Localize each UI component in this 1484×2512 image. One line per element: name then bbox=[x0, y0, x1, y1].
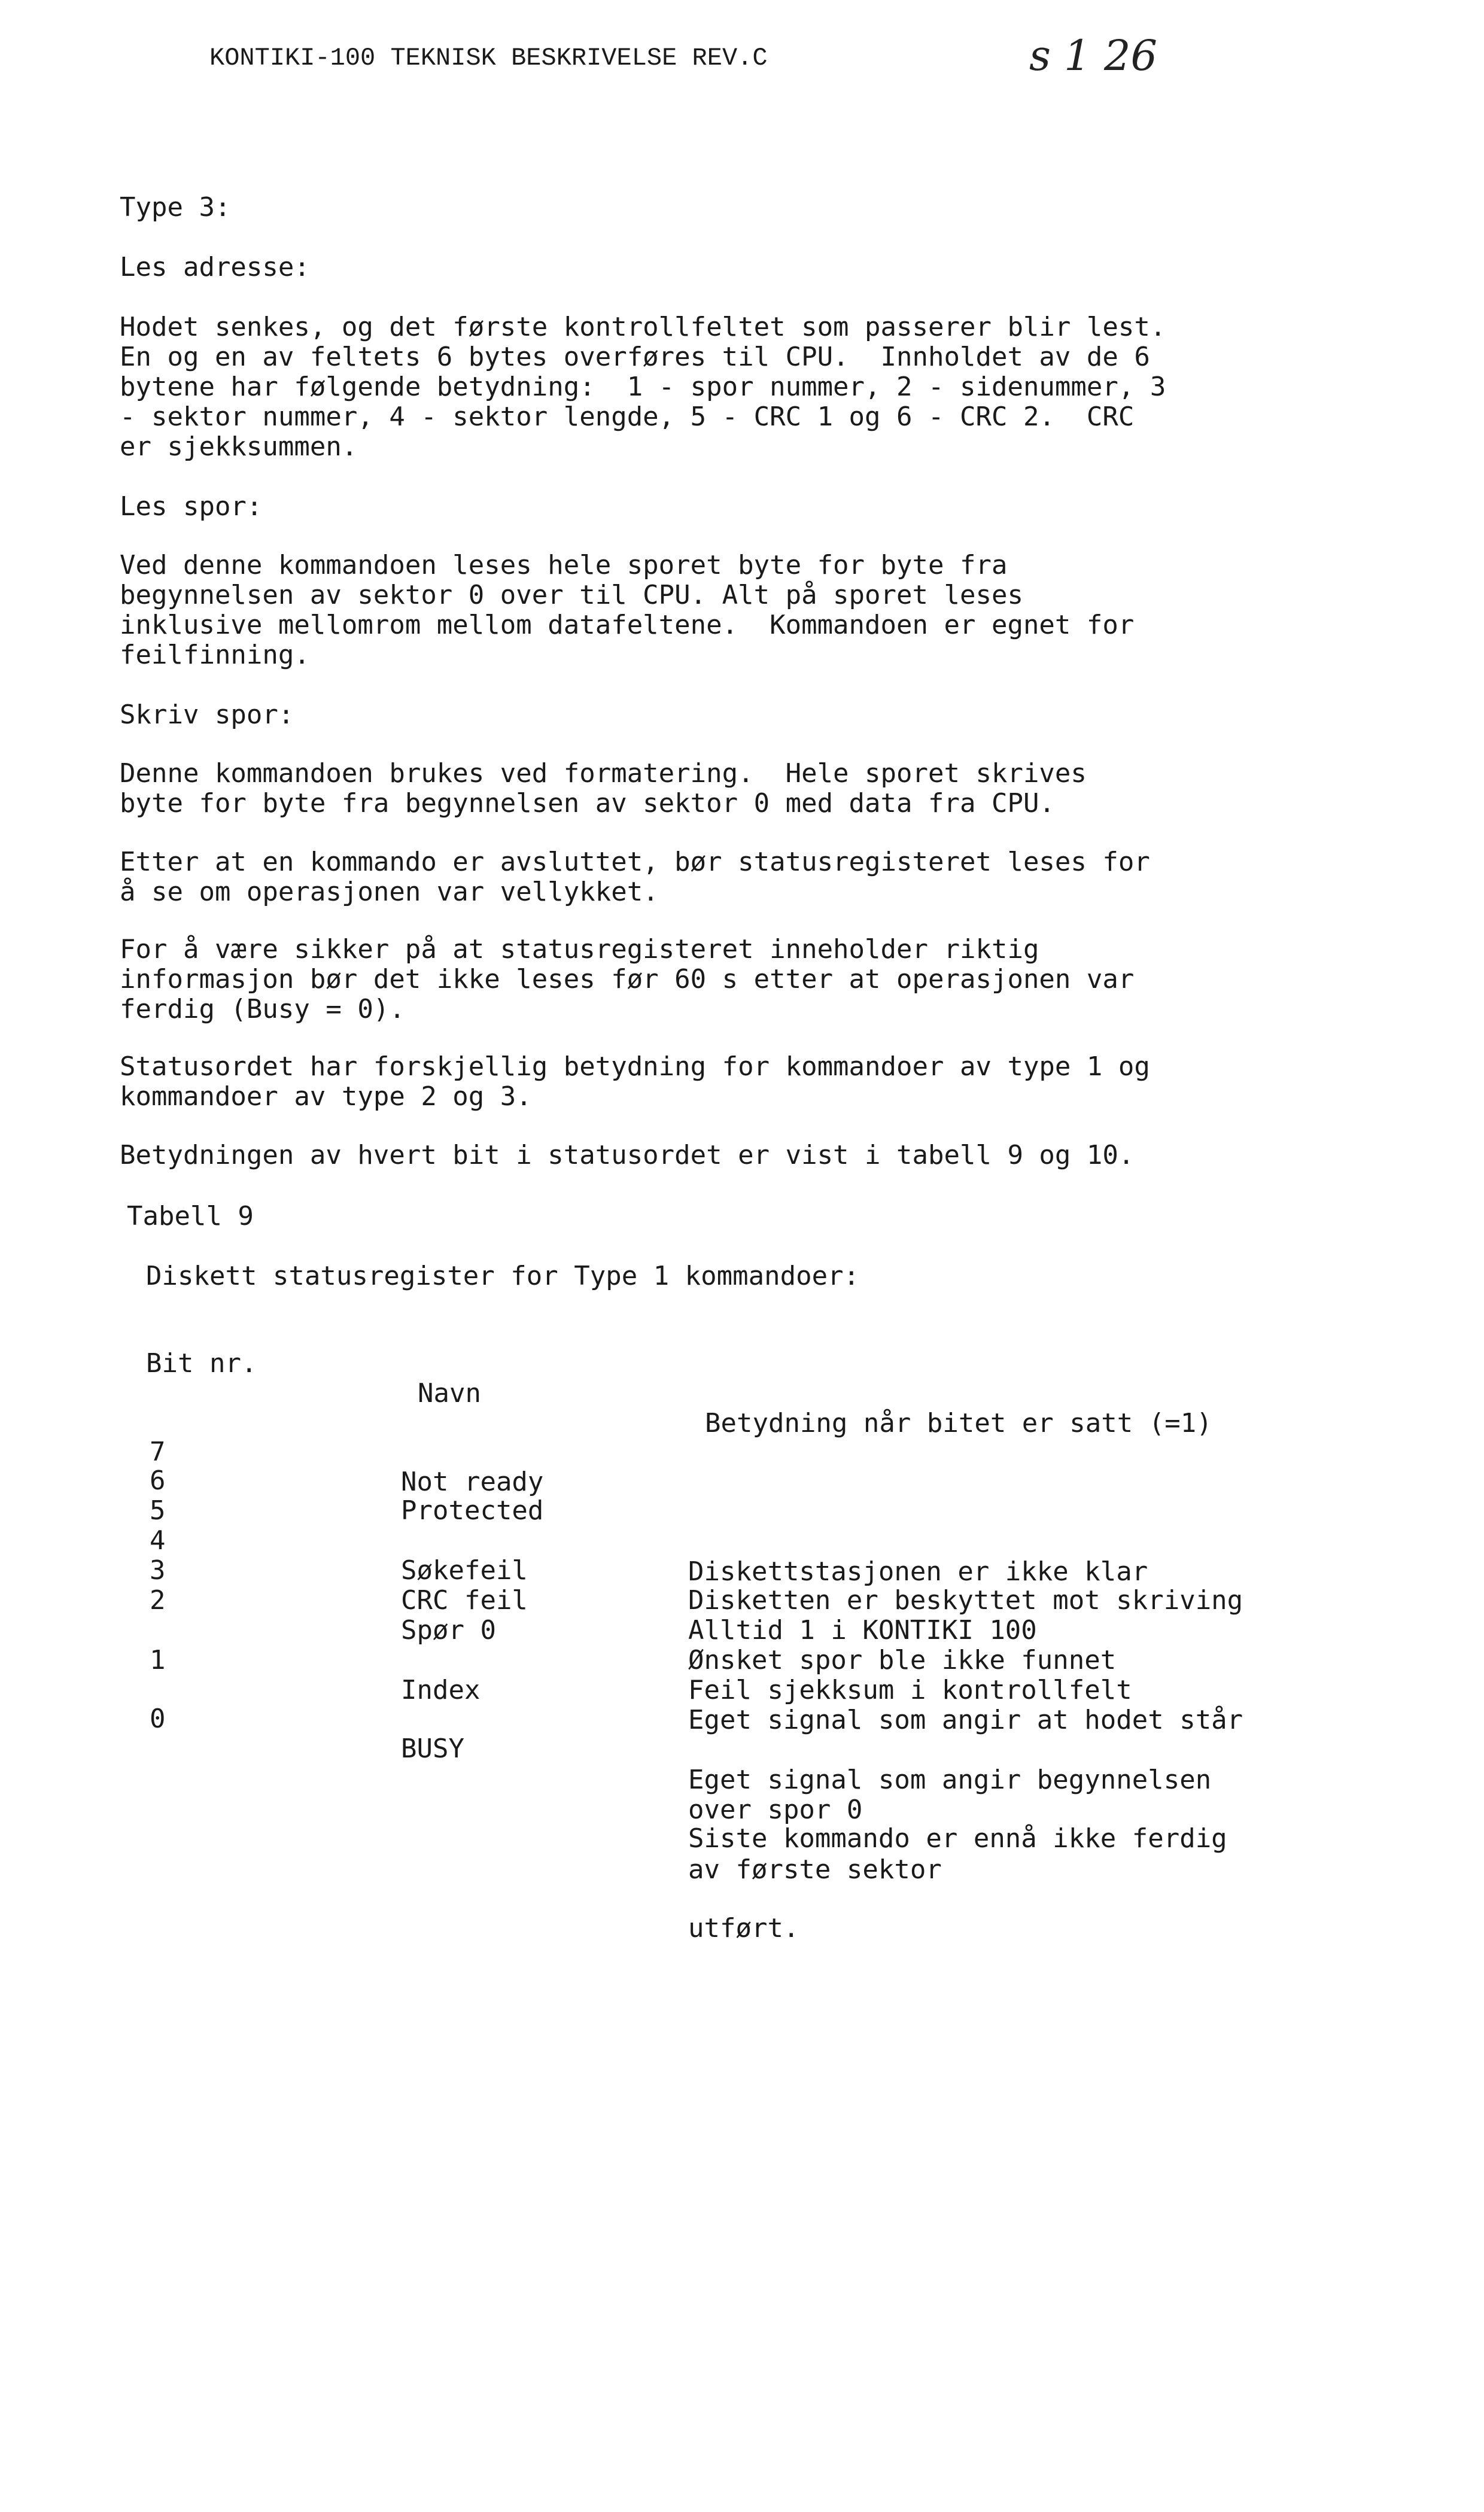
table-cell-name: Spør 0 bbox=[401, 1615, 496, 1646]
skriv-spor-paragraph bbox=[120, 759, 1400, 819]
les-spor-heading: Les spor: bbox=[120, 491, 263, 522]
paragraph-line: Ved denne kommandoen leses hele sporet byte for byte fra bbox=[120, 550, 1008, 580]
table-cell-name: BUSY bbox=[401, 1734, 464, 1764]
table-cell-desc bbox=[688, 1764, 1406, 2003]
page-number-handwritten: s 1 26 bbox=[1029, 31, 1158, 80]
skriv-spor-heading: Skriv spor: bbox=[120, 700, 294, 730]
table-header-name: Navn bbox=[418, 1378, 481, 1409]
table-cell-name: Søkefeil bbox=[401, 1555, 528, 1586]
paragraph-line: informasjon bør det ikke leses før 60 s etter at operasjonen var bbox=[120, 964, 1135, 995]
les-adresse-paragraph bbox=[120, 312, 1400, 462]
table-cell-name: Protected bbox=[401, 1495, 544, 1526]
paragraph-line: er sjekksummen. bbox=[120, 431, 358, 462]
paragraph-line: En og en av feltets 6 bytes overføres til CPU. Innholdet av de 6 bbox=[120, 342, 1150, 372]
paragraph-line: Etter at en kommando er avsluttet, bør statusregisteret leses for bbox=[120, 847, 1150, 877]
table-cell-bit: 7 bbox=[150, 1437, 166, 1467]
table-cell-desc-line: Eget signal som angir at hodet står bbox=[688, 1705, 1243, 1735]
table-cell-bit: 2 bbox=[150, 1585, 166, 1616]
table-cell-name: CRC feil bbox=[401, 1585, 528, 1616]
table-cell-desc-line: Siste kommando er ennå ikke ferdig bbox=[688, 1823, 1227, 1854]
paragraph-line: Statusordet har forskjellig betydning for kommandoer av type 1 og bbox=[120, 1051, 1150, 1082]
table-header-row bbox=[0, 1319, 1484, 1439]
les-adresse-heading: Les adresse: bbox=[120, 252, 310, 282]
etter-paragraph bbox=[120, 847, 1400, 907]
table-cell-bit: 6 bbox=[150, 1465, 166, 1496]
table-cell-desc-line: Disketten er beskyttet mot skriving bbox=[688, 1585, 1243, 1616]
paragraph-line: begynnelsen av sektor 0 over til CPU. Alt på sporet leses bbox=[120, 580, 1023, 610]
paragraph-line: feilfinning. bbox=[120, 640, 310, 670]
table-cell-bit: 5 bbox=[150, 1495, 166, 1526]
table-cell-bit: 1 bbox=[150, 1645, 166, 1675]
statusordet-paragraph bbox=[120, 1052, 1400, 1112]
table-caption: Tabell 9 bbox=[127, 1201, 254, 1231]
paragraph-line: å se om operasjonen var vellykket. bbox=[120, 877, 659, 907]
paragraph-line: - sektor nummer, 4 - sektor lengde, 5 - CRC 1 og 6 - CRC 2. CRC bbox=[120, 402, 1135, 432]
table-cell-desc-line: av første sektor bbox=[688, 1854, 942, 1885]
paragraph-line: kommandoer av type 2 og 3. bbox=[120, 1081, 532, 1112]
paragraph-line: Hodet senkes, og det første kontrollfeltet som passerer blir lest. bbox=[120, 312, 1166, 342]
type3-heading: Type 3: bbox=[120, 192, 231, 223]
paragraph-line: inklusive mellomrom mellom datafeltene. Kommandoen er egnet for bbox=[120, 610, 1135, 640]
table-cell-name: Index bbox=[401, 1675, 481, 1705]
table-header-desc: Betydning når bitet er satt (=1) bbox=[705, 1408, 1212, 1439]
betydningen-paragraph bbox=[120, 1141, 1400, 1170]
table-cell-desc-line: Diskettstasjonen er ikke klar bbox=[688, 1556, 1148, 1587]
table-title: Diskett statusregister for Type 1 kommandoer: bbox=[146, 1261, 860, 1291]
les-spor-paragraph bbox=[120, 551, 1400, 670]
table-cell-bit: 0 bbox=[150, 1704, 166, 1734]
document-header-title: KONTIKI-100 TEKNISK BESKRIVELSE REV.C bbox=[209, 44, 768, 72]
paragraph-line: Denne kommandoen brukes ved formatering. Hele sporet skrives bbox=[120, 758, 1087, 789]
paragraph-line: For å være sikker på at statusregisteret inneholder riktig bbox=[120, 934, 1039, 965]
paragraph-line: ferdig (Busy = 0). bbox=[120, 994, 405, 1024]
table-cell-desc-line: Alltid 1 i KONTIKI 100 bbox=[688, 1615, 1037, 1646]
table-cell-desc-line: Feil sjekksum i kontrollfelt bbox=[688, 1675, 1132, 1705]
paragraph-line: Betydningen av hvert bit i statusordet er vist i tabell 9 og 10. bbox=[120, 1140, 1135, 1170]
table-cell-desc-line: Eget signal som angir begynnelsen bbox=[688, 1765, 1212, 1795]
sikker-paragraph bbox=[120, 935, 1400, 1024]
table-header-bit: Bit nr. bbox=[146, 1348, 257, 1379]
table-cell-desc-line: utført. bbox=[688, 1913, 799, 1944]
paragraph-line: bytene har følgende betydning: 1 - spor nummer, 2 - sidenummer, 3 bbox=[120, 372, 1166, 402]
paragraph-line: byte for byte fra begynnelsen av sektor 0 med data fra CPU. bbox=[120, 788, 1055, 819]
table-cell-bit: 4 bbox=[150, 1525, 166, 1556]
table-cell-name: Not ready bbox=[401, 1467, 544, 1497]
table-cell-desc-line: over spor 0 bbox=[688, 1795, 863, 1825]
table-cell-bit: 3 bbox=[150, 1555, 166, 1586]
table-cell-desc-line: Ønsket spor ble ikke funnet bbox=[688, 1645, 1117, 1675]
